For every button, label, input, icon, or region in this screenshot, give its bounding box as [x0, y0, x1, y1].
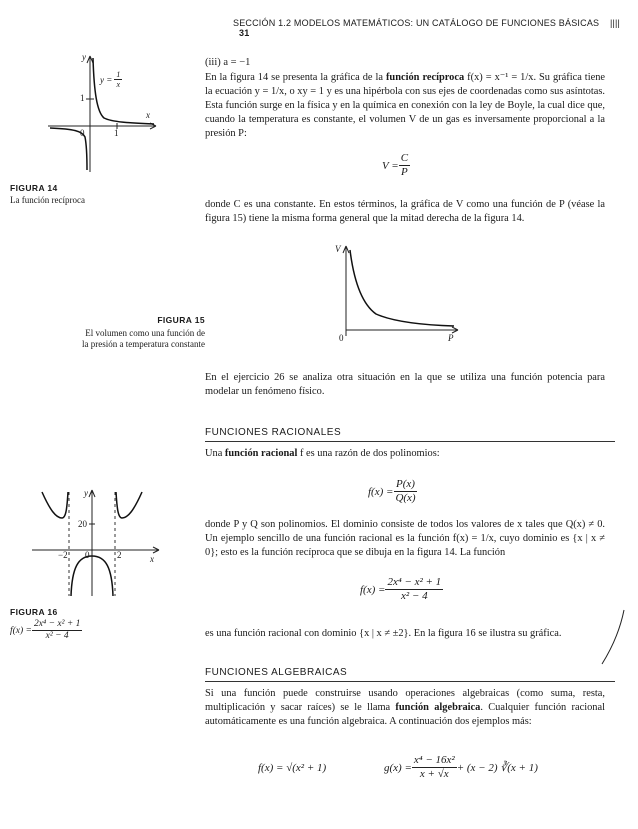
header-separator: |||| — [609, 18, 621, 28]
fig14-label: FIGURA 14 — [10, 183, 58, 193]
boyle-eq-den: P — [401, 166, 408, 178]
algebraic-section-title: FUNCIONES ALGEBRAICAS — [205, 667, 348, 678]
case-iii-p1-a: En la figura 14 se presenta la gráfica de la — [205, 72, 386, 83]
header-section: SECCIÓN 1.2 MODELOS MATEMÁTICOS: UN CATÁLOGO DE FUNCIONES BÁSICAS — [233, 18, 600, 28]
fig14-caption: La función recíproca — [10, 195, 85, 205]
rational-example-equation — [360, 576, 443, 603]
algebraic-g-den: x + √x — [419, 768, 449, 780]
fig16-tick-y: 20 — [78, 519, 87, 529]
rational-eq2-lhs: f(x) = — [360, 583, 386, 596]
fig14-tick-y: 1 — [80, 93, 85, 103]
fig16-axis-x: x — [150, 554, 154, 564]
fig16-origin: 0 — [85, 550, 90, 560]
fig16-cap-lhs: f(x) = — [10, 625, 32, 636]
fig14-origin: 0 — [80, 128, 85, 138]
fig15-caption-1: El volumen como una función de — [85, 328, 205, 338]
fig15-origin: 0 — [339, 333, 344, 343]
case-iii-paragraph-1 — [205, 71, 605, 141]
fig16-axis-y: y — [84, 488, 88, 498]
header-page-number: 31 — [239, 28, 250, 38]
algebraic-example-g — [384, 754, 538, 781]
case-iii-paragraph-3: En el ejercicio 26 se analiza otra situación en la que se utiliza una función potencia para modelar un fenómeno físico. — [205, 372, 605, 397]
fig14-curve-label — [100, 70, 122, 89]
fig14-curve-num: 1 — [116, 70, 121, 79]
rational-eq1-den: Q(x) — [395, 492, 416, 504]
case-iii-p1-bold: función recíproca — [385, 72, 465, 83]
rational-p1-bold: función racional — [224, 448, 298, 459]
rational-title-rule — [205, 441, 615, 442]
figure15-graph — [332, 242, 462, 342]
algebraic-p1-b: . Cualquier función racional automáticamente es una función algebraica. A continuación dos ejemplos más: — [205, 702, 605, 727]
rational-eq2-den: x² − 4 — [401, 590, 428, 602]
rational-definition-equation — [368, 478, 418, 505]
algebraic-g-lhs: g(x) = — [384, 761, 412, 774]
case-iii-paragraph-2: donde C es una constante. En estos términos, la gráfica de V como una función de P (véase la figura 15) tiene la misma forma general que la mitad derecha de la figura 14. — [205, 199, 605, 224]
algebraic-paragraph-1 — [205, 687, 605, 729]
fig16-caption-equation — [10, 619, 82, 642]
algebraic-example-f: f(x) = √(x² + 1) — [258, 762, 327, 774]
rational-eq1-lhs: f(x) = — [368, 485, 394, 498]
rational-eq1-num: P(x) — [396, 478, 415, 490]
fig14-axis-x: x — [146, 110, 150, 120]
fig15-label: FIGURA 15 — [157, 315, 205, 325]
margin-pen-stroke — [598, 608, 628, 668]
fig15-axis-v: V — [335, 244, 341, 254]
rational-paragraph-2: donde P y Q son polinomios. El dominio consiste de todos los valores de x tales que Q(x) ≠ 0. Un ejemplo sencillo de una función racional es la función f(x) = 1/x, cuyo dominio es {x | x ≠ 0}; esto es la función recíproca que se dibuja en la figura 14. La función — [205, 519, 605, 558]
boyle-eq-num: C — [400, 152, 409, 164]
fig16-label: FIGURA 16 — [10, 607, 58, 617]
rational-paragraph-3: es una función racional con dominio {x | x ≠ ±2}. En la figura 16 se ilustra su gráfica. — [205, 628, 562, 639]
algebraic-p1-bold: función algebraica — [395, 702, 481, 713]
fig16-tick-neg: −2 — [58, 550, 68, 560]
algebraic-g-rest: + (x − 2) ∛(x + 1) — [456, 762, 538, 774]
algebraic-p1-a: Si una función puede construirse usando operaciones algebraicas (como suma, resta, multiplicación y sacar raíces) se le llama — [205, 688, 605, 713]
fig16-tick-pos: 2 — [117, 550, 122, 560]
boyle-eq-lhs: V = — [382, 159, 399, 172]
fig15-caption-2: la presión a temperatura constante — [82, 339, 205, 349]
algebraic-title-rule — [205, 681, 615, 682]
figure16-graph — [28, 488, 163, 598]
fig14-curve-lhs: y = — [100, 74, 113, 85]
algebraic-g-num: x⁴ − 16x² — [413, 754, 455, 766]
rational-paragraph-1 — [205, 447, 605, 461]
fig16-cap-den: x² − 4 — [45, 631, 69, 641]
fig14-curve-den: x — [116, 80, 121, 89]
rational-eq2-num: 2x⁴ − x² + 1 — [387, 576, 442, 588]
rational-p1-a: Una — [205, 448, 225, 459]
fig16-cap-num: 2x⁴ − x² + 1 — [33, 619, 81, 629]
fig14-tick-x: 1 — [114, 128, 119, 138]
fig15-axis-p: P — [448, 333, 454, 343]
rational-section-title: FUNCIONES RACIONALES — [205, 427, 342, 438]
case-iii-p1-b: f(x) = x⁻¹ = 1/x. Su gráfica tiene la ecuación y = 1/x, o xy = 1 y es una hipérbola con sus ejes de coordenadas como sus asíntotas. Esta función surge en la física y en la química en conexión con la ley de Boyle, la cual dice que, cuando la temperatura es constante, el volumen V de un gas es inversamente proporcional a la presión P: — [205, 72, 605, 139]
rational-p1-b: f es una razón de dos polinomios: — [297, 448, 440, 459]
boyle-equation — [382, 152, 410, 179]
running-header — [233, 18, 638, 38]
case-iii-heading: (iii) a = −1 — [205, 57, 251, 68]
fig14-axis-y: y — [82, 52, 86, 62]
